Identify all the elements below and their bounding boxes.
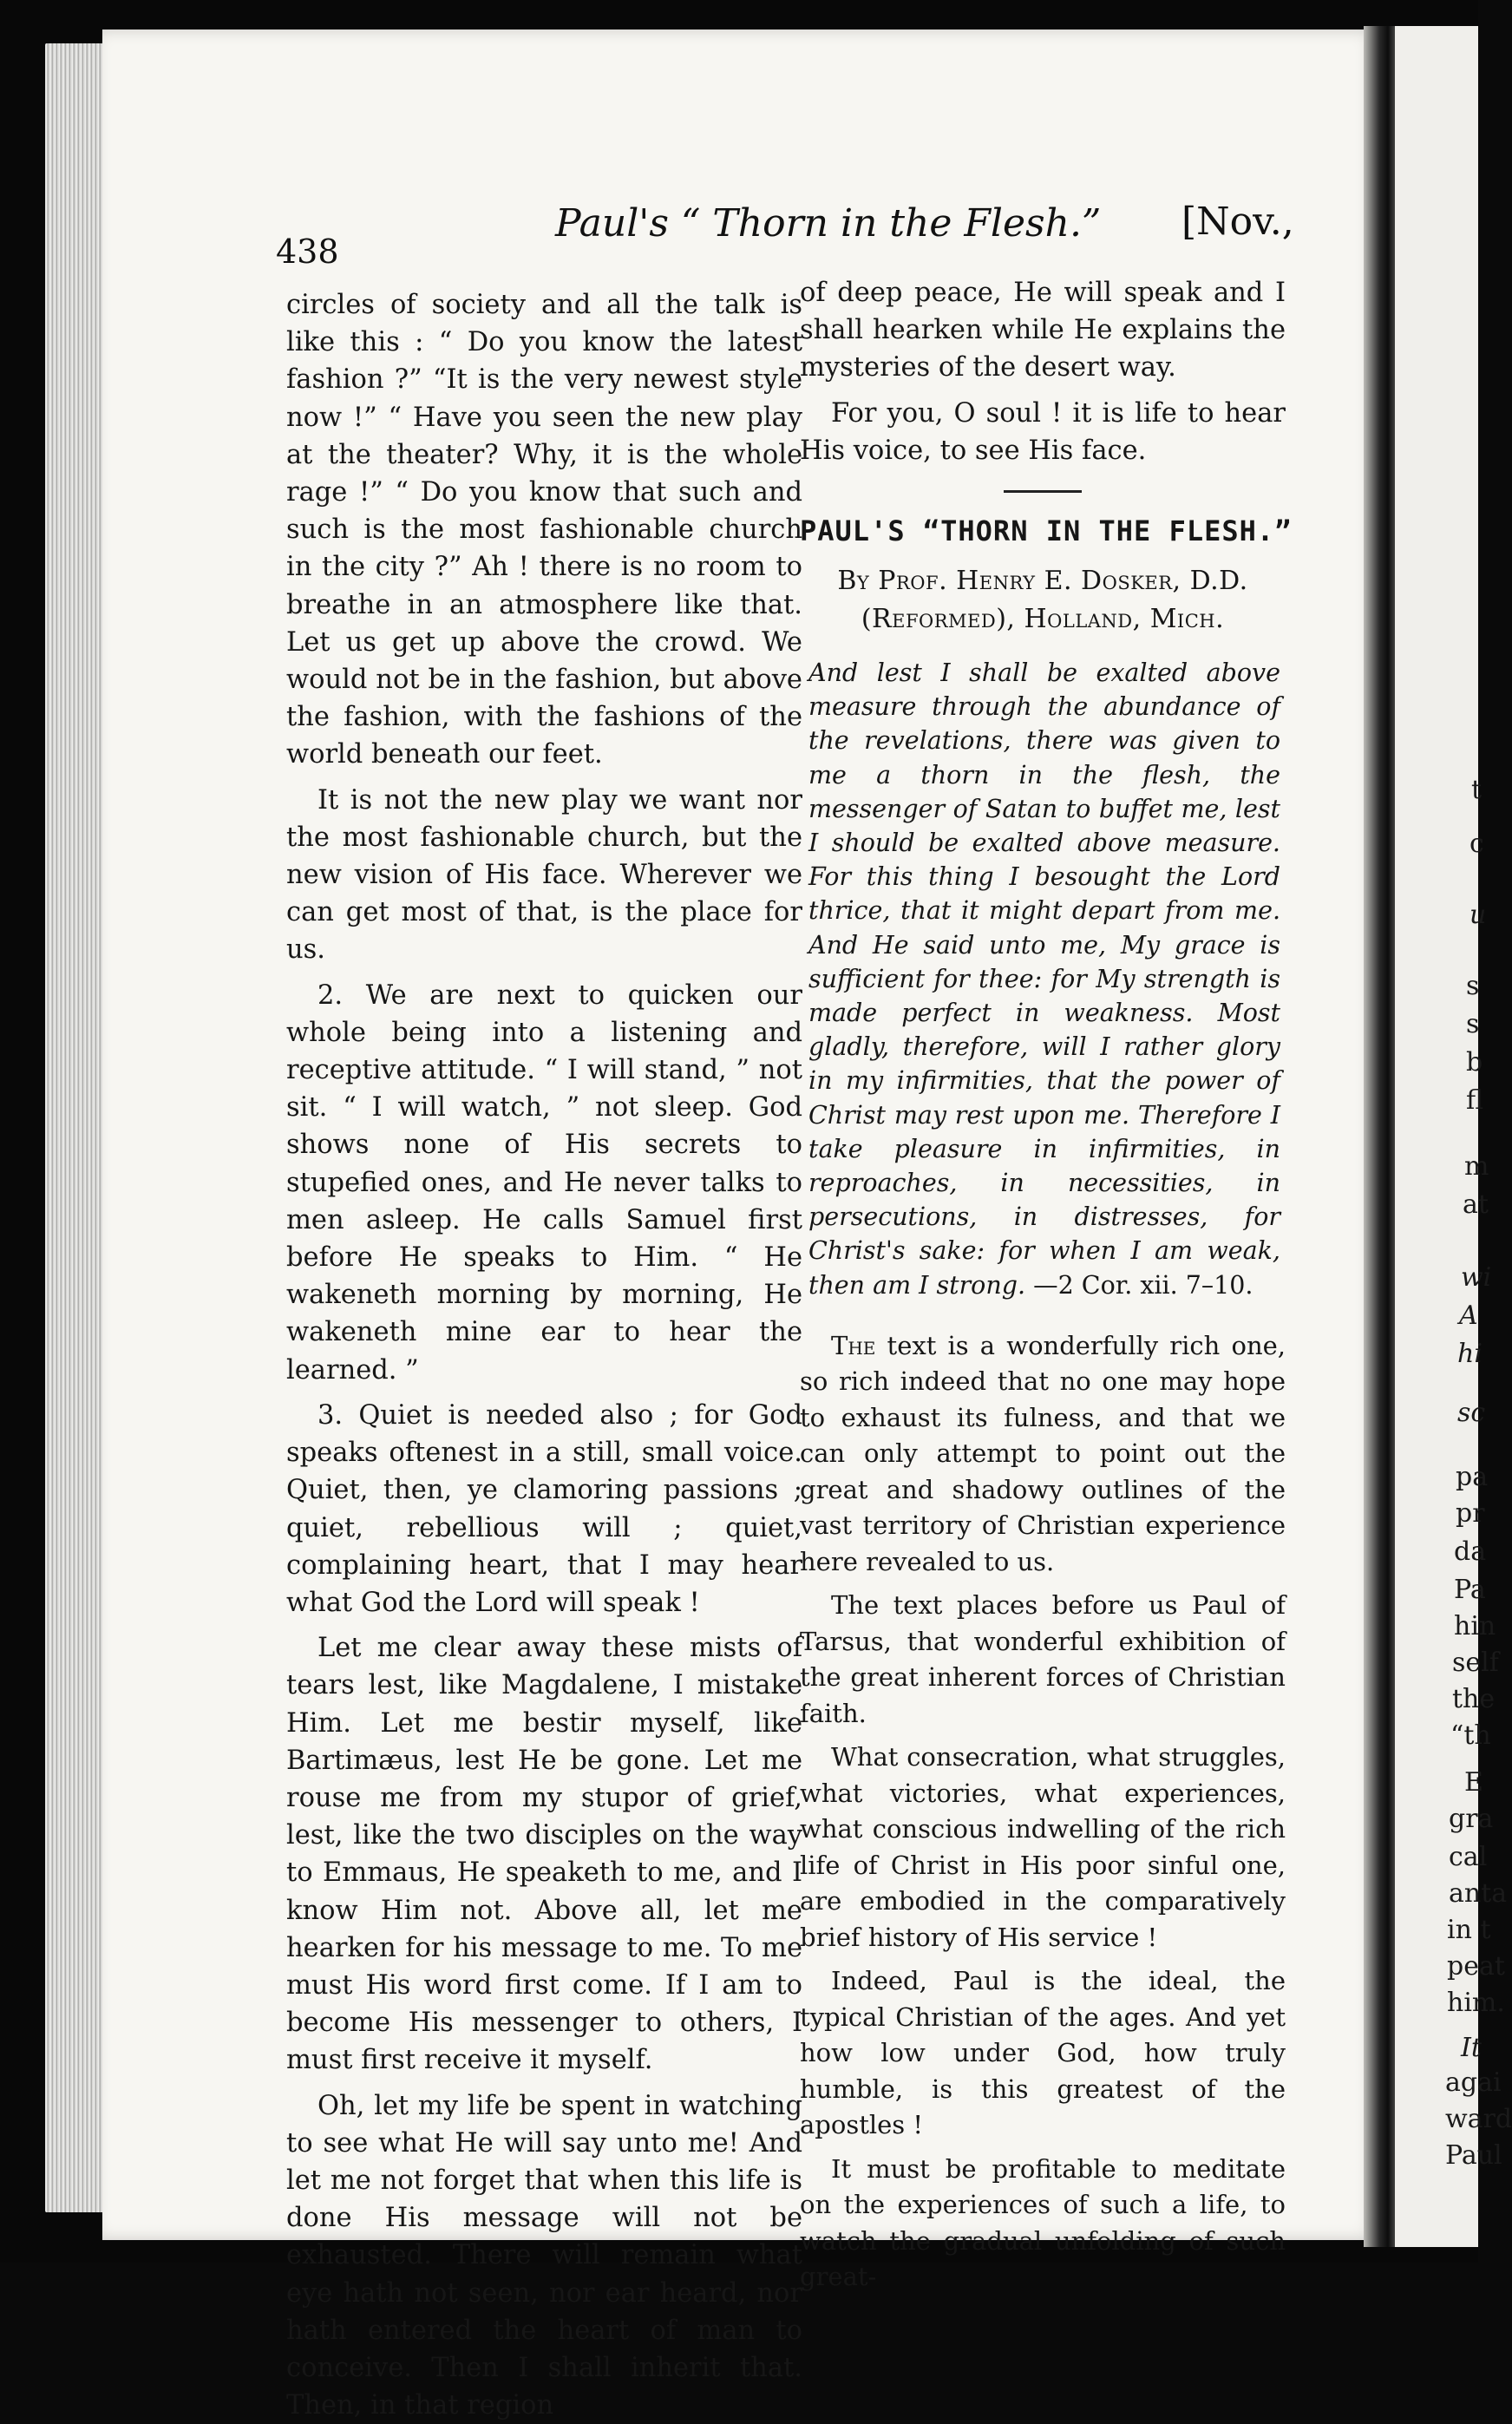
facing-page-fragment: pr [1456,1498,1485,1529]
page-number: 438 [276,233,339,271]
facing-page-fragment: in t [1447,1915,1491,1945]
right-column [800,274,1293,2296]
facing-page-fragment: sc [1457,1398,1486,1428]
facing-page-fragment: s [1466,971,1480,1001]
page-edge-stack [45,43,104,2212]
paragraph-text: text is a wonderfully rich one, so rich indeed that no one may hope to exhaust its fulness, and that we can only attempt to point out the great and shadowy outlines of the vast territory of Christian experience here revealed to us. [800,1330,1286,1576]
paragraph: It is not the new play we want nor the most fashionable church, but the new vision of His face. Wherever we can get most of that, is the place for us. [286,784,802,966]
facing-page-fragment: hin [1454,1611,1496,1641]
facing-page-fragment: da [1454,1536,1487,1567]
paragraph: 3. Quiet is needed also ; for God speaks oftenest in a still, small voice. Quiet, then, ye clamoring passions ; quiet, rebellious will ; quiet, complaining heart, that I may hear what God the Lord will speak ! [286,1399,802,1618]
paragraph [800,1328,1286,1581]
facing-page-fragment: gra [1449,1804,1494,1834]
lead-word: The [831,1330,876,1360]
facing-page-fragment: agai [1445,2067,1502,2098]
facing-page-fragment: anta [1449,1878,1508,1909]
facing-page-fragment: wi [1461,1262,1492,1293]
facing-page-fragment: “th [1450,1720,1491,1751]
paragraph: Let me clear away these mists of tears lest, like Magdalene, I mistake Him. Let me bestir myself, like Bartimæus, lest He be gone. Let me rouse me from my stupor of grief, lest, like the two disciples on the way to Emmaus, He speaketh to me, and I know Him not. Above all, let me hearken for his message to me. To me must His word first come. If I am to become His messenger to others, I must first receive it myself. [286,1633,802,2076]
byline-author: By Prof. Henry E. Dosker, D.D. [837,566,1248,597]
paragraph: Oh, let my life be spent in watching to see what He will say unto me! And let me not forget that when this life is done His message will not be exhausted. There will remain what eye hath not seen, nor ear heard, nor hath entered the heart of man to conceive. Then I shall inherit that. Then, in that region [286,2090,802,2421]
paragraph: It must be profitable to meditate on the experiences of such a life, to watch the gradual unfolding of such great- [800,2153,1286,2292]
facing-page-fragment: c [1469,829,1484,859]
facing-page-fragment: pa [1456,1462,1489,1492]
facing-page-fragment: peat [1447,1951,1505,1982]
article-body [800,1328,1286,2296]
paragraph: The text places before us Paul of Tarsus, that wonderful exhibition of the great inherent forces of Christian faith. [800,1590,1286,1728]
epigraph-reference: —2 Cor. xii. 7–10. [1033,1270,1253,1300]
facing-page-fragment: ward [1445,2104,1512,2134]
facing-page-fragment: self [1452,1648,1499,1678]
facing-page-fragment: hi [1457,1339,1483,1369]
section-divider [1004,490,1082,493]
facing-page-fragment: A [1459,1300,1478,1331]
paragraph: For you, O soul ! it is life to hear His voice, to see His face. [800,397,1286,466]
facing-page-fragment: b [1466,1047,1483,1078]
facing-page-fragment: him. [1447,1988,1505,2018]
byline [800,562,1286,639]
facing-page-fragment: m [1464,1151,1489,1182]
facing-page-fragment: fl [1466,1085,1484,1116]
facing-page-fragment: Pa [1454,1575,1486,1605]
byline-affiliation: (Reformed), Holland, Mich. [861,604,1225,635]
facing-page-fragment: cal [1449,1842,1488,1872]
book-gutter [1364,26,1398,2247]
epigraph [808,656,1280,1302]
facing-page-fragment: It [1461,2033,1482,2063]
epigraph-text: And lest I shall be exalted above measure through the abundance of the revelations, there was given to me a thorn in the flesh, the messenger of Satan to buffet me, lest I should be exalted above measure. For this thing I besought the Lord thrice, that it might depart from me. And He said unto me, My grace is sufficient for thee: for My strength is made perfect in weakness. Most gladly, therefore, will I rather glory in my infirmities, that the power of Christ may rest upon me. Therefore I take pleasure in infirmities, in reproaches, in necessities, in persecutions, in distresses, for Christ's sake: for when I am weak, then am I strong. [808,658,1280,1300]
article-title: PAUL'S “THORN IN THE FLESH.” [800,514,1293,548]
running-head: Paul's “ Thorn in the Flesh.” [555,201,1102,246]
paragraph: What consecration, what struggles, what victories, what experiences, what conscious indwelling of the rich life of Christ in His poor sinful one, are embodied in the comparatively brief history of His service ! [800,1742,1286,1952]
facing-page-fragment: Paul [1445,2140,1502,2171]
facing-page-fragment: the [1452,1684,1496,1714]
facing-page [1395,26,1512,2247]
paragraph: Indeed, Paul is the ideal, the typical Christian of the ages. And yet how low under God, how truly humble, is this greatest of the apostles ! [800,1966,1286,2140]
facing-page-fragment: s [1466,1009,1480,1039]
paragraph: circles of society and all the talk is like this : “ Do you know the latest fashion ?” “It is the very newest style now !” “ Have you seen the new play at the theater? Why, it is the whole rage !” “ Do you know that such and such is the most fashionable church in the city ?” Ah ! there is no room to breathe in an atmosphere like that. Let us get up above the crowd. We would not be in the fashion, but above the fashion, with the fashions of the world beneath our feet. [286,290,802,770]
facing-page-fragment: at [1463,1189,1489,1220]
facing-page-fragment: E [1464,1767,1483,1798]
paragraph: 2. We are next to quicken our whole being into a listening and receptive attitude. “ I will stand, ” not sit. “ I will watch, ” not sleep. God shows none of His secrets to stupefied ones, and He never talks to men asleep. He calls Samuel first before He speaks to Him. “ He wakeneth morning by morning, He wakeneth mine ear to hear the learned. ” [286,979,802,1386]
paragraph: of deep peace, He will speak and I shall hearken while He explains the mysteries of the desert way. [800,278,1286,383]
left-column [286,286,802,2424]
facing-page-fragment: t [1471,775,1483,805]
facing-page-fragment: u [1469,900,1487,930]
issue-date: [Nov., [1181,200,1294,244]
